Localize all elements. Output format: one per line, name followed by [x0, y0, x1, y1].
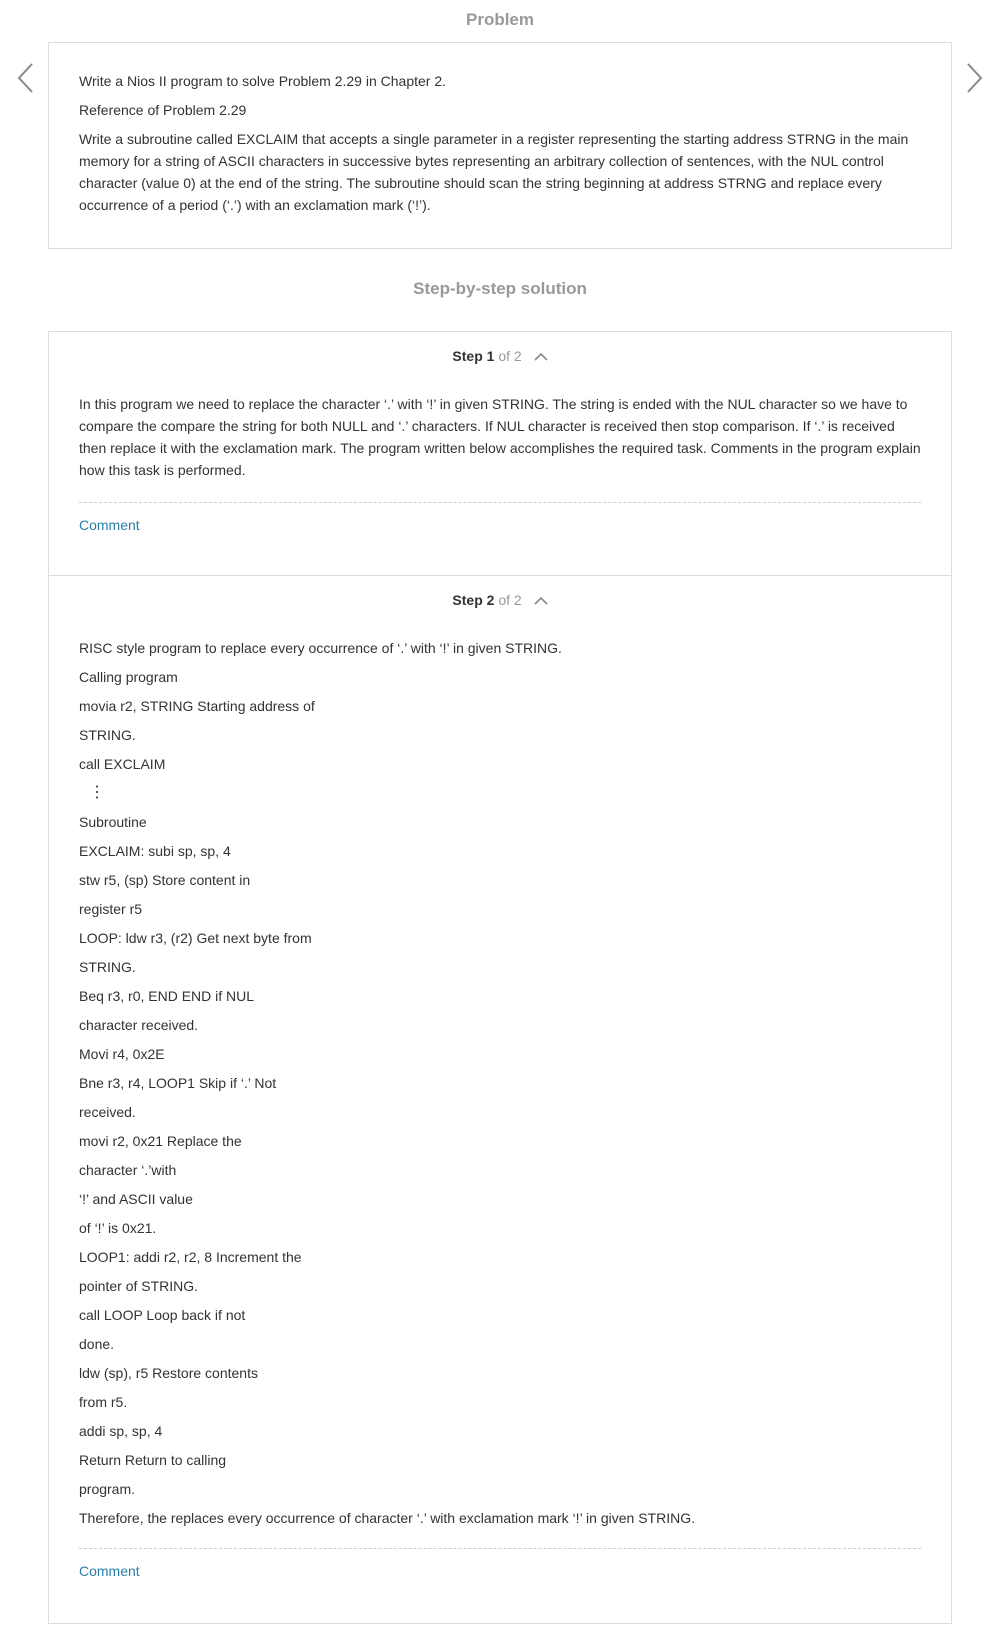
- code-line: Return Return to calling: [79, 1452, 227, 1468]
- code-line: LOOP: ldw r3, (r2) Get next byte from: [79, 930, 312, 946]
- conclusion-text: Therefore, the replaces every occurrence of character ‘.’ with exclamation mark ‘!’ in given STRING.: [79, 1510, 695, 1526]
- step-number: 1: [486, 348, 495, 364]
- code-line: ‘!’ and ASCII value: [79, 1191, 193, 1207]
- code-line: done.: [79, 1336, 115, 1352]
- problem-description: Write a subroutine called EXCLAIM that accepts a single parameter in a register representing the starting address STRNG in the main memory for a string of ASCII characters in successive bytes representing an arbitrary collection of sentences, with the NUL control character (value 0) at the end of the string. The subroutine should scan the string beginning at address STRNG and replace every occurrence of a period (‘.’) with an exclamation mark (‘!’).: [79, 131, 909, 213]
- code-line: Subroutine: [79, 814, 147, 830]
- code-line: movi r2, 0x21 Replace the: [79, 1133, 242, 1149]
- divider: [79, 1548, 921, 1549]
- step-2-code: [79, 637, 921, 1536]
- code-line: character received.: [79, 1017, 199, 1033]
- step-label: Step: [452, 348, 483, 364]
- code-line: addi sp, sp, 4: [79, 1423, 163, 1439]
- code-line: EXCLAIM: subi sp, sp, 4: [79, 843, 231, 859]
- solution-title: Step-by-step solution: [413, 279, 587, 298]
- problem-title: Problem: [465, 10, 535, 29]
- comment-link[interactable]: Comment: [79, 1563, 140, 1579]
- solution-card: [48, 331, 952, 1624]
- code-line: pointer of STRING.: [79, 1278, 199, 1294]
- code-line: of ‘!’ is 0x21.: [79, 1220, 157, 1236]
- code-line: Beq r3, r0, END END if NUL: [79, 988, 255, 1004]
- code-line: register r5: [79, 901, 143, 917]
- code-line: character ‘.’with: [79, 1162, 177, 1178]
- step-count: of 2: [498, 592, 522, 608]
- chevron-up-icon[interactable]: [526, 348, 548, 364]
- code-line: received.: [79, 1104, 136, 1120]
- code-line: RISC style program to replace every occurrence of ‘.’ with ‘!’ in given STRING.: [79, 640, 562, 656]
- code-line: stw r5, (sp) Store content in: [79, 872, 251, 888]
- code-line: LOOP1: addi r2, r2, 8 Increment the: [79, 1249, 302, 1265]
- step-1: [49, 332, 951, 576]
- code-line: call LOOP Loop back if not: [79, 1307, 246, 1323]
- code-line: Movi r4, 0x2E: [79, 1046, 165, 1062]
- step-count: of 2: [498, 348, 522, 364]
- chevron-up-icon[interactable]: [526, 592, 548, 608]
- problem-card: [48, 42, 952, 249]
- chevron-left-icon[interactable]: [14, 60, 38, 96]
- code-line: program.: [79, 1481, 136, 1497]
- problem-statement: Write a Nios II program to solve Problem 2.29 in Chapter 2.: [79, 73, 447, 89]
- vertical-ellipsis: ⋮: [89, 784, 105, 801]
- step-1-text: In this program we need to replace the character ‘.’ with ‘!’ in given STRING. The string is ended with the NUL character so we have to compare the compare the string for both NULL and ‘.’ characters. If NUL character is received then stop comparison. If ‘.’ is received then replace it with the exclamation mark. The program written below accomplishes the required task. Comments in the program explain how this task is performed.: [79, 396, 921, 478]
- comment-link[interactable]: Comment: [79, 517, 140, 533]
- code-line: ldw (sp), r5 Restore contents: [79, 1365, 258, 1381]
- code-line: movia r2, STRING Starting address of: [79, 698, 315, 714]
- chevron-right-icon[interactable]: [962, 60, 986, 96]
- code-line: Calling program: [79, 669, 178, 685]
- divider: [79, 502, 921, 503]
- problem-reference: Reference of Problem 2.29: [79, 102, 247, 118]
- step-1-header[interactable]: [79, 332, 921, 366]
- code-line: from r5.: [79, 1394, 128, 1410]
- step-number: 2: [486, 592, 495, 608]
- code-line: Bne r3, r4, LOOP1 Skip if ‘.’ Not: [79, 1075, 277, 1091]
- code-line: call EXCLAIM: [79, 756, 166, 772]
- step-2-header[interactable]: [79, 576, 921, 610]
- code-line: STRING.: [79, 959, 136, 975]
- step-2: [49, 576, 951, 1623]
- code-line: STRING.: [79, 727, 136, 743]
- step-label: Step: [452, 592, 483, 608]
